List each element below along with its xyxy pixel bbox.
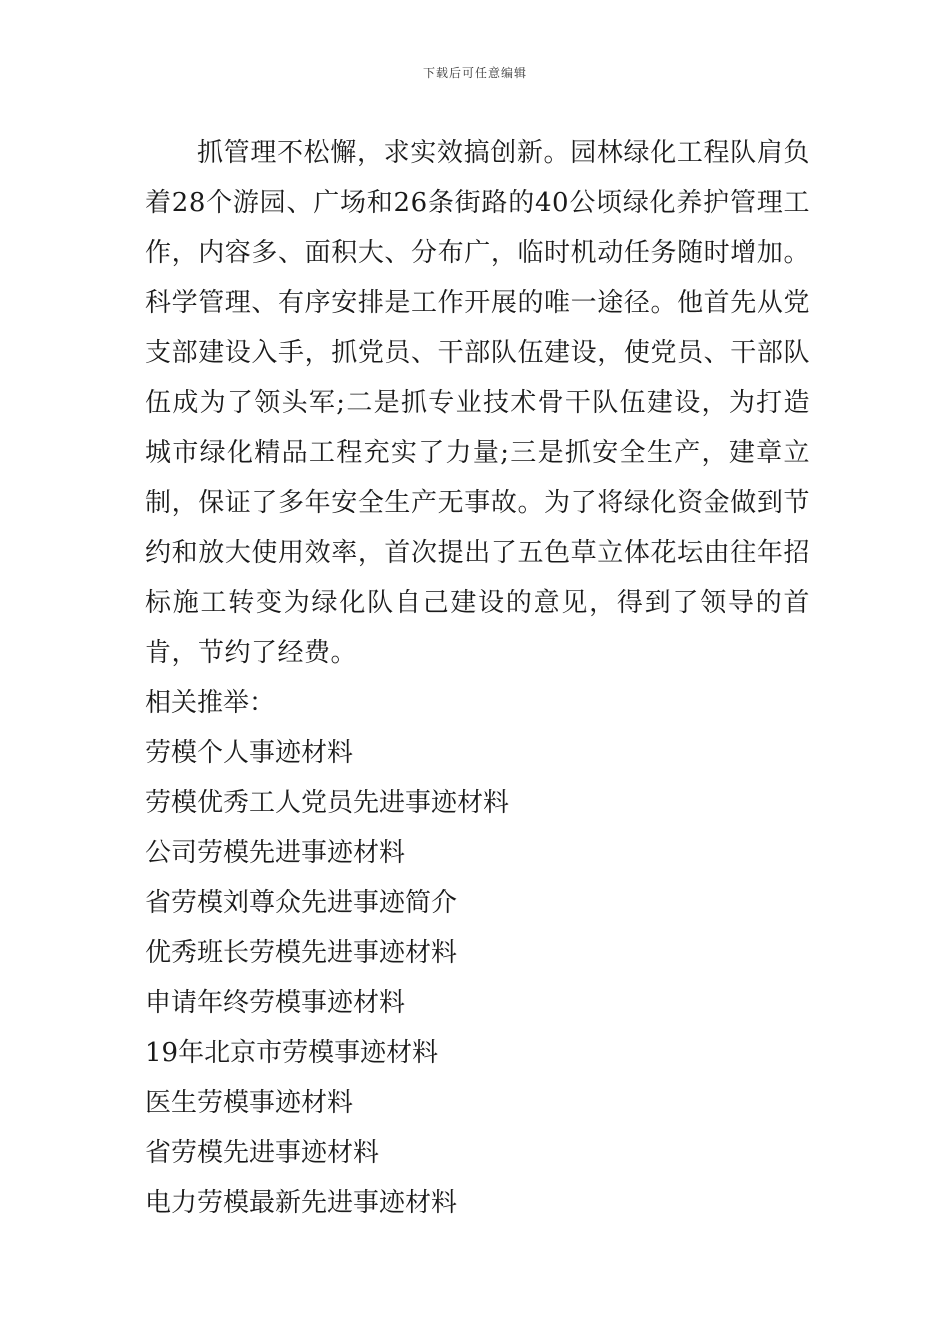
related-item[interactable]: 劳模优秀工人党员先进事迹材料 <box>145 788 510 818</box>
main-paragraph: 抓管理不松懈，求实效搞创新。园林绿化工程队肩负着28个游园、广场和26条街路的40公顷绿化养护管理工作，内容多、面积大、分布广，临时机动任务随时增加。科学管理、有序安排是工作开展的唯一途径。他首先从党支部建设入手，抓党员、干部队伍建设，使党员、干部队伍成为了领头军;二是抓专业技术骨干队伍建设，为打造城市绿化精品工程充实了力量;三是抓安全生产，建章立制，保证了多年安全生产无事故。为了将绿化资金做到节约和放大使用效率，首次提出了五色草立体花坛由往年招标施工转变为绿化队自己建设的意见，得到了领导的首肯，节约了经费。 <box>145 138 810 668</box>
page-header: 下载后可任意编辑 <box>422 66 527 80</box>
document-body <box>145 128 810 1228</box>
related-item[interactable]: 劳模个人事迹材料 <box>145 738 354 768</box>
related-item[interactable]: 医生劳模事迹材料 <box>145 1088 354 1118</box>
related-item[interactable]: 19年北京市劳模事迹材料 <box>145 1038 439 1068</box>
related-item[interactable]: 申请年终劳模事迹材料 <box>145 988 406 1018</box>
related-item[interactable]: 公司劳模先进事迹材料 <box>145 838 406 868</box>
related-list <box>145 728 810 1228</box>
related-item[interactable]: 省劳模刘尊众先进事迹简介 <box>145 888 458 918</box>
related-item[interactable]: 电力劳模最新先进事迹材料 <box>145 1188 458 1218</box>
related-item[interactable]: 优秀班长劳模先进事迹材料 <box>145 938 458 968</box>
related-item[interactable]: 省劳模先进事迹材料 <box>145 1138 380 1168</box>
related-heading: 相关推举： <box>145 688 276 718</box>
